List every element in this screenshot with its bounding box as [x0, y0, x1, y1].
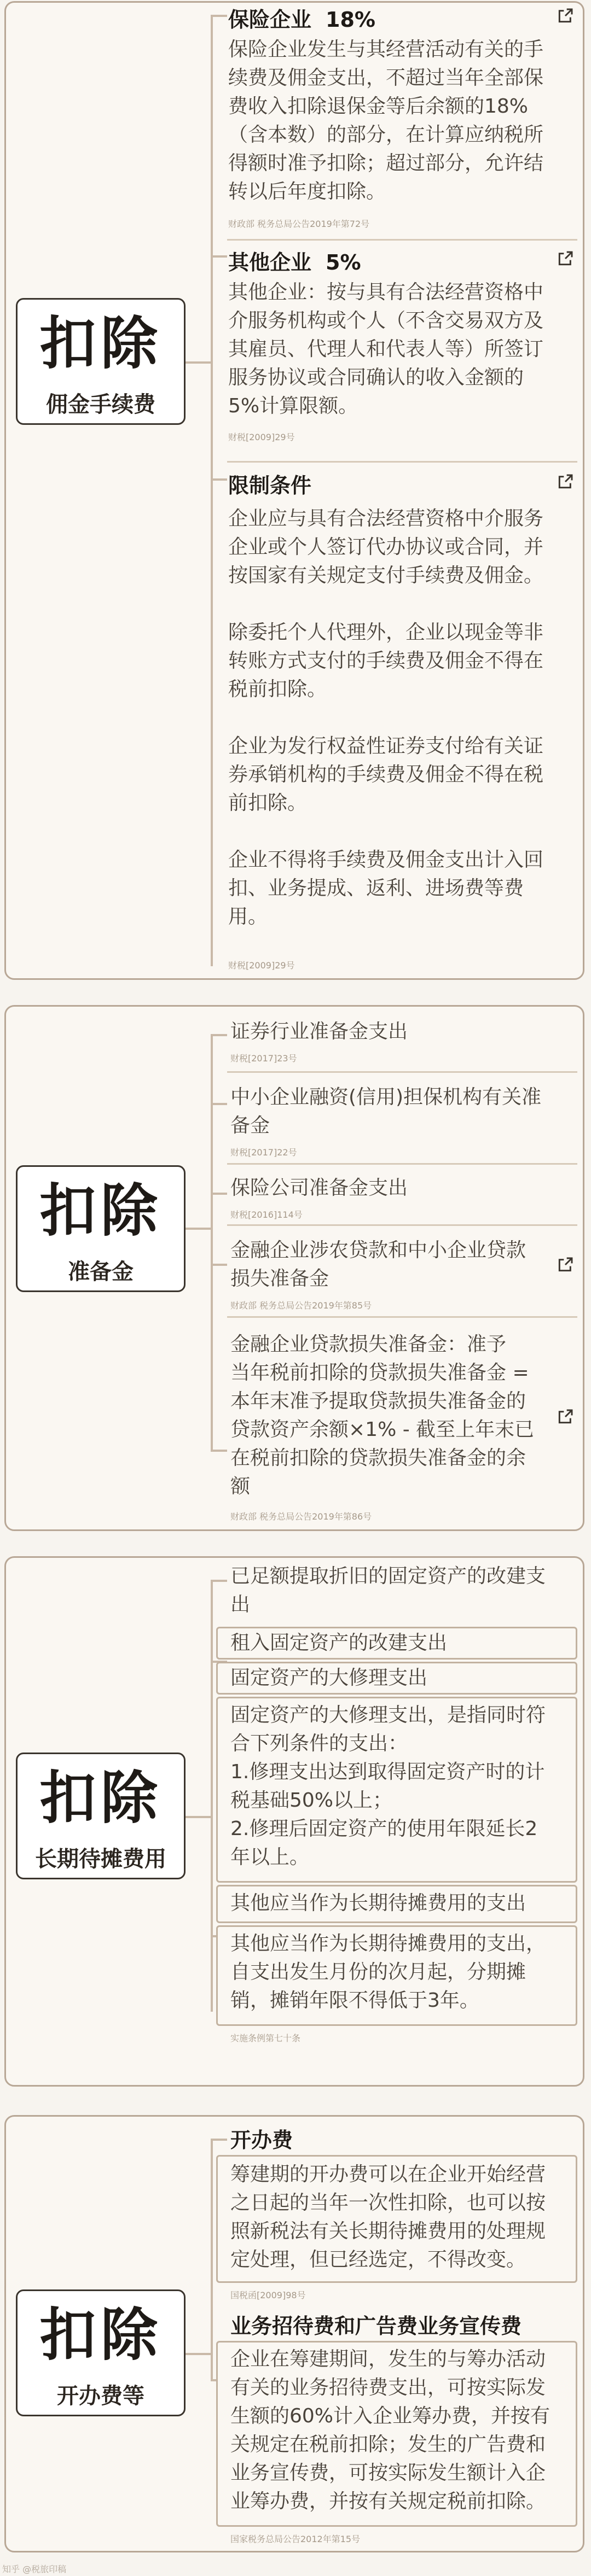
- deferred-item: 其他应当作为长期待摊费用的支出: [230, 1892, 526, 1914]
- deferred-item: 固定资产的大修理支出: [230, 1667, 428, 1689]
- divider: [227, 1316, 577, 1318]
- item-source: 财政部 税务总局公告2019年第85号: [230, 1300, 372, 1311]
- tree-branch: [211, 1264, 227, 1266]
- item-heading: [228, 469, 311, 499]
- external-link-icon[interactable]: [557, 250, 574, 267]
- divider: [227, 1071, 577, 1073]
- watermark: 知乎 @税旅印稿: [2, 2564, 67, 2574]
- topic-subtitle: 佣金手续费: [46, 392, 155, 417]
- divider: [227, 239, 577, 241]
- item-source: 财政部 税务总局公告2019年第86号: [230, 1511, 372, 1522]
- topic-subtitle: 开办费等: [57, 2384, 144, 2409]
- item-title: 业务招待费和广告费业务宣传费: [230, 2314, 522, 2338]
- item-rate: 5%: [326, 250, 361, 274]
- section-commission-fees: [4, 1, 584, 980]
- item-source: 财税[2016]114号: [230, 1210, 303, 1220]
- item-body: 企业不得将手续费及佣金支出计入回 扣、业务提成、返利、进场费等费 用。: [228, 849, 544, 928]
- item-title: 其他企业: [228, 250, 312, 274]
- item-source: 财税[2017]22号: [230, 1147, 297, 1158]
- topic-card: [16, 298, 186, 425]
- tree-branch: [186, 361, 211, 364]
- item-source: 实施条例第七十条: [230, 2033, 301, 2043]
- item-heading: [230, 2309, 522, 2339]
- item-source: 财税[2017]23号: [230, 1053, 297, 1064]
- topic-title: 扣除: [39, 1177, 162, 1244]
- tree-branch: [211, 1580, 227, 1582]
- reserve-item: 证券行业准备金支出: [230, 1020, 408, 1043]
- topic-title: 扣除: [39, 2302, 162, 2368]
- topic-card: [16, 2289, 186, 2416]
- item-rate: 18%: [326, 8, 375, 32]
- item-heading: [228, 3, 375, 33]
- section-startup-costs: [4, 2115, 584, 2552]
- external-link-icon[interactable]: [557, 1256, 574, 1274]
- topic-card: [16, 1165, 186, 1292]
- deferred-item: 已足额提取折旧的固定资产的改建支 出: [230, 1565, 546, 1616]
- startup-item-body: 企业在筹建期间，发生的与筹办活动 有关的业务招待费支出，可按实际发 生额的60%计入企业筹办费，并按有 关规定在税前扣除；发生的广告费和 业务宣传费，可按实际发生额计入企 业筹办费，并按有关规定税前扣除。: [230, 2348, 551, 2513]
- divider: [227, 1224, 577, 1226]
- item-title: 限制条件: [228, 474, 312, 498]
- startup-item-body: 筹建期的开办费可以在企业开始经营 之日起的当年一次性扣除，也可以按 照新税法有关长期待摊费用的处理规 定处理，但已经选定，不得改变。: [230, 2163, 546, 2271]
- item-source: 国家税务总局公告2012年第15号: [230, 2534, 361, 2544]
- item-source: 国税函[2009]98号: [230, 2290, 306, 2300]
- tree-branch: [211, 15, 227, 17]
- reserve-item: 金融企业涉农贷款和中小企业贷款 损失准备金: [230, 1239, 526, 1290]
- topic-subtitle: 准备金: [68, 1259, 134, 1284]
- external-link-icon[interactable]: [557, 473, 574, 490]
- deferred-item: 固定资产的大修理支出，是指同时符 合下列条件的支出： 1.修理支出达到取得固定资产时的计 税基础50%以上； 2.修理后固定资产的使用年限延长2 年以上。: [230, 1704, 546, 1868]
- topic-subtitle: 长期待摊费用: [35, 1847, 166, 1872]
- item-body: 其他企业：按与具有合法经营资格中 介服务机构或个人（不含交易双方及 其雇员、代理人和代表人等）所签订 服务协议或合同确认的收入金额的 5%计算限额。: [228, 281, 544, 417]
- reserve-item: 中小企业融资(信用)担保机构有关准 备金: [230, 1086, 542, 1137]
- tree-branch: [211, 2139, 227, 2141]
- deferred-item: 租入固定资产的改建支出: [230, 1632, 448, 1654]
- tree-branch: [211, 1193, 227, 1195]
- item-body: 企业应与具有合法经营资格中介服务 企业或个人签订代办协议或合同，并 按国家有关规定支付手续费及佣金。: [228, 507, 544, 587]
- divider: [227, 461, 577, 463]
- item-source: 财税[2009]29号: [228, 960, 295, 971]
- topic-title: 扣除: [39, 1765, 162, 1831]
- divider: [227, 1163, 577, 1165]
- tree-connector: [211, 2139, 213, 2379]
- tree-branch: [211, 255, 227, 258]
- item-source: 财税[2009]29号: [228, 432, 295, 442]
- topic-title: 扣除: [39, 310, 162, 377]
- tree-branch: [186, 1228, 211, 1230]
- item-heading: [230, 2123, 293, 2153]
- tree-branch: [186, 1816, 211, 1818]
- external-link-icon[interactable]: [557, 1408, 574, 1426]
- item-body: 保险企业发生与其经营活动有关的手 续费及佣金支出，不超过当年全部保 费收入扣除退保金等后余额的18% （含本数）的部分，在计算应纳税所 得额时准予扣除；超过部分，允许结 转以后年度扣除。: [228, 38, 544, 203]
- reserve-item: 金融企业贷款损失准备金：准予 当年税前扣除的贷款损失准备金 = 本年末准予提取贷款损失准备金的 贷款资产余额×1% - 截至上年末已 在税前扣除的贷款损失准备金的余 额: [230, 1333, 535, 1498]
- section-reserves: [4, 1005, 584, 1531]
- item-title: 开办费: [230, 2128, 293, 2152]
- tree-branch: [211, 478, 227, 481]
- external-link-icon[interactable]: [557, 7, 574, 25]
- section-long-term-deferred: [4, 1556, 584, 2087]
- tree-branch: [211, 1450, 227, 1452]
- reserve-item: 保险公司准备金支出: [230, 1177, 408, 1199]
- item-source: 财政部 税务总局公告2019年第72号: [228, 219, 370, 229]
- topic-card: [16, 1753, 186, 1879]
- tree-connector: [211, 15, 213, 966]
- item-heading: [228, 246, 361, 276]
- item-body: 企业为发行权益性证券支付给有关证 券承销机构的手续费及佣金不得在税 前扣除。: [228, 735, 544, 814]
- tree-connector: [211, 1034, 213, 1450]
- deferred-item: 其他应当作为长期待摊费用的支出， 自支出发生月份的次月起，分期摊 销，摊销年限不得低于3年。: [230, 1932, 546, 2012]
- tree-branch: [186, 2353, 211, 2355]
- tree-connector: [211, 1580, 213, 2012]
- item-title: 保险企业: [228, 8, 312, 32]
- tree-branch: [211, 1103, 227, 1105]
- tree-branch: [211, 1034, 227, 1036]
- item-body: 除委托个人代理外，企业以现金等非 转账方式支付的手续费及佣金不得在 税前扣除。: [228, 621, 544, 700]
